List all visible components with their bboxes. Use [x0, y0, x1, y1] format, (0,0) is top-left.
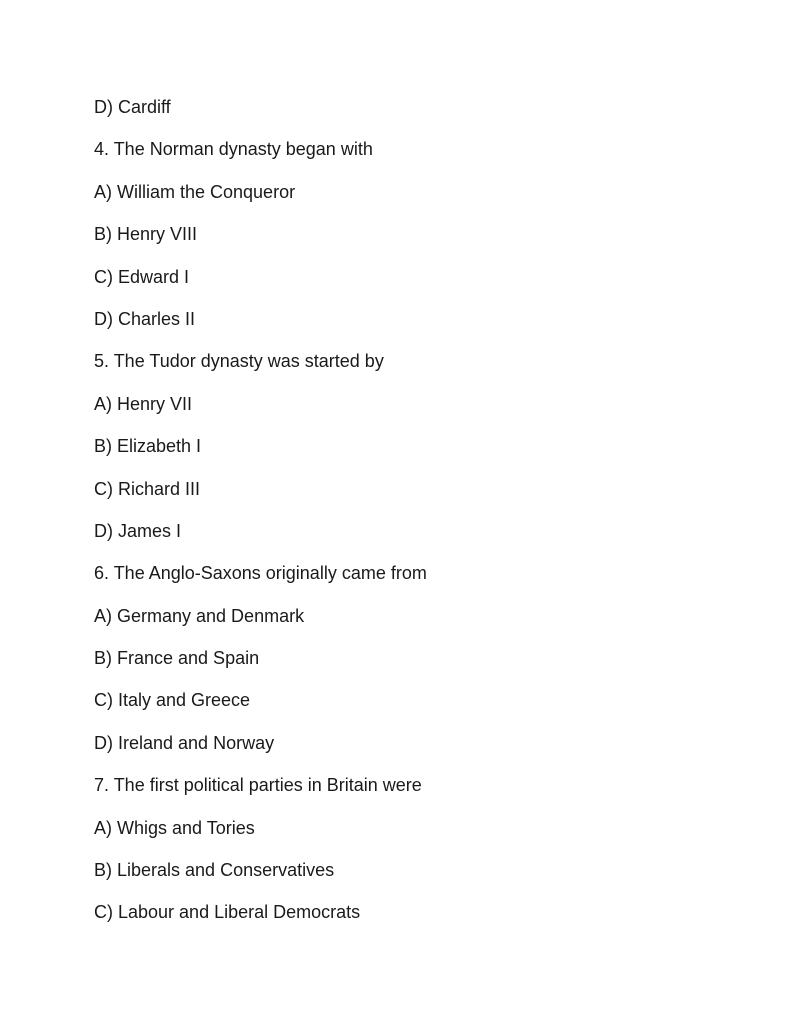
answer-option: D) Cardiff — [94, 97, 171, 117]
answer-option: D) Charles II — [94, 308, 196, 329]
answer-option: C) Richard III — [94, 478, 201, 499]
answer-option: C) Edward I — [94, 266, 190, 287]
question: 4. The Norman dynasty began with — [94, 139, 373, 160]
answer-option: A) Whigs and Tories — [94, 817, 255, 838]
answer-option: C) Labour and Liberal Democrats — [94, 902, 361, 923]
quiz-text — [94, 94, 427, 942]
answer-option: D) Ireland and Norway — [94, 732, 275, 753]
question: 6. The Anglo-Saxons originally came from — [94, 563, 427, 584]
answer-option: B) Liberals and Conservatives — [94, 860, 335, 881]
answer-option: B) France and Spain — [94, 648, 260, 669]
answer-option: D) James I — [94, 520, 182, 541]
answer-option: A) William the Conqueror — [94, 181, 296, 202]
answer-option: A) Germany and Denmark — [94, 605, 305, 626]
answer-option: A) Henry VII — [94, 393, 193, 414]
question: 7. The first political parties in Britain were — [94, 775, 422, 796]
answer-option: C) Italy and Greece — [94, 690, 251, 711]
question: 5. The Tudor dynasty was started by — [94, 351, 384, 372]
answer-option: B) Henry VIII — [94, 224, 198, 245]
answer-option: B) Elizabeth I — [94, 436, 202, 457]
